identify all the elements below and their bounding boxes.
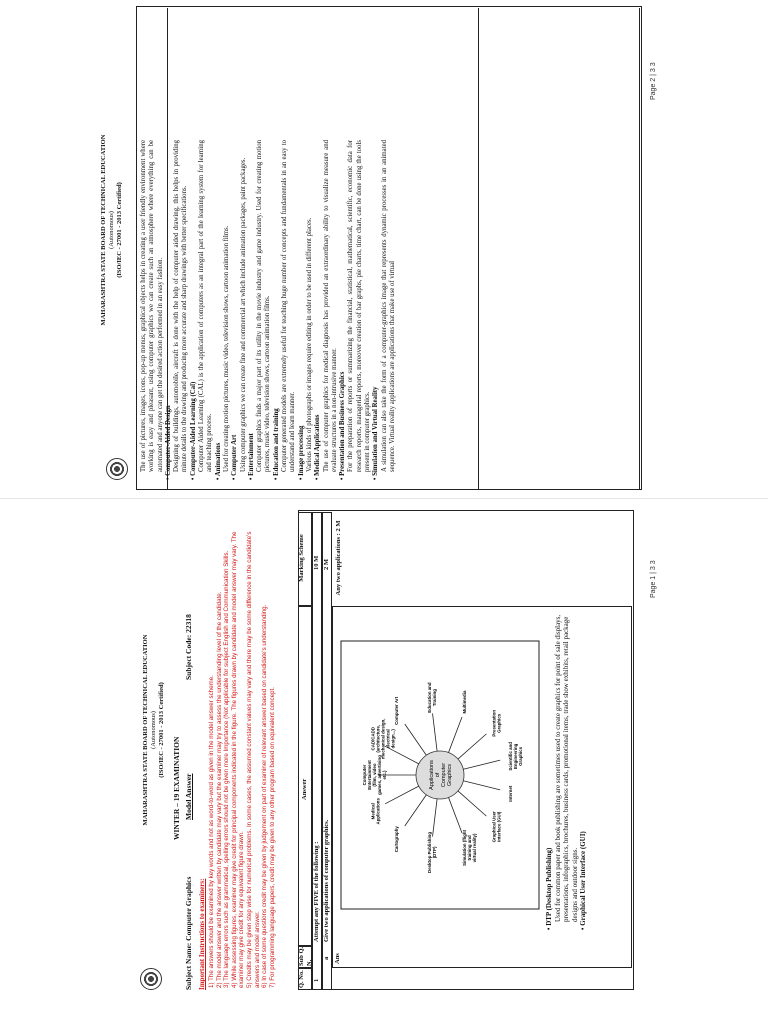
page-2-item — [248, 140, 273, 482]
page-1 — [140, 500, 640, 1000]
page-1-bullet — [579, 612, 588, 932]
page-1-number: Page 1 | 3 3 — [650, 560, 657, 598]
col-answer: Answer — [301, 778, 308, 800]
row1-text: Attempt any FIVE of the following : — [313, 841, 320, 942]
item-text: Designing of buildings, automobile, aircraft is done with the help of computer aided drawing, this helps in providing minute details to the drawing and producing more accurate and sharp drawings with better specifications. — [173, 140, 189, 472]
diagram-spoke-label: Simulation (flighttraining andvirtual reality) — [462, 830, 478, 866]
row2-text: Give two applications of computer graphics. — [323, 819, 330, 942]
page-1-bullet — [545, 612, 579, 932]
item-text: Computer Aided Learning (CAL) is the application of computers as an integral part of the learning system for learning and teaching process. — [198, 140, 214, 472]
page-2-number: Page 2 | 3 3 — [650, 62, 657, 100]
diagram-spoke-label: PresentationGraphics — [491, 709, 502, 737]
item-text: Computer graphics finds a major part of its utility in the movie industry and game industry. Used for creating motion pictures, music video, television shows, cartoon animation films. — [256, 140, 272, 472]
instruction-item: 3) The language errors such as grammatical, spelling errors should not be given more Importance (Not applicable for subject English and Communication Skills. — [223, 550, 231, 988]
row1-marks: 10 M — [313, 555, 320, 570]
diagram-center-label: ApplicationsofComputerGraphics — [429, 760, 453, 790]
page-2-item — [190, 140, 215, 482]
item-title: • Computer-Aided Learning (Cal) — [189, 381, 197, 480]
diagram-spoke-label: ComputerEntertainment(film, videogames, advertisingetc.) — [362, 755, 387, 795]
item-title: • Medical Applications — [314, 414, 322, 480]
exam-title: WINTER – 19 EXAMINATION — [172, 736, 181, 840]
page-2-item — [298, 140, 315, 482]
item-text: Used for creating motion pictures, music video, television shows, cartoon animation films. — [222, 225, 230, 472]
instruction-item: 5) Credits may be given step wise for numerical problems. In some cases, the assumed constant values may vary and there may be some difference in the candidate's answers and model answer. — [245, 531, 261, 988]
page-1-board-name: MAHARASHTRA STATE BOARD OF TECHNICAL EDUCATION — [142, 634, 149, 826]
model-answer: Model Answer — [184, 773, 193, 820]
page-2-item — [372, 140, 397, 482]
instruction-item: 7) For programming language papers, credit may be given to any other program based on equivalent concept. — [268, 687, 276, 988]
page-2-item — [165, 140, 190, 482]
col-qno: Q. No. — [298, 970, 305, 988]
page-2-answer-text — [140, 140, 397, 482]
page-2-item — [231, 140, 248, 482]
diagram-spoke-label: Desktop Publishing(DTP) — [427, 831, 438, 873]
page-2-board-name: MAHARASHTRA STATE BOARD OF TECHNICAL EDUCATION — [100, 134, 107, 326]
row2-sub: a — [323, 956, 330, 960]
instruction-item: 6) In case of some questions credit may be given by judgement on part of examiner of relevant answer based on candidate's understanding. — [261, 604, 269, 988]
item-text: The use of computer graphics for medical diagnosis has provided an extraordinary ability to visualize measure and evaluate structures in a non-intrusive manner. — [322, 140, 338, 472]
item-text: Various kinds of photographs or images require editing in order to be used in different places. — [305, 217, 313, 472]
bullet-title: • Graphical User Interface (GUI) — [579, 831, 588, 930]
col-marking: Marking Scheme — [298, 534, 305, 582]
instructions-list — [208, 518, 276, 988]
bullet-text: Used for common paper and book publishing are sometimes used to create graphics for point of sale displays, presentations, infographics, brochures, business cards, promotional items, trade show exhibits, retail package designs and outdoor signs. — [553, 614, 579, 922]
diagram-spoke-label: Computer Art — [393, 696, 399, 725]
col-subq: Sub Q. N. — [298, 946, 314, 966]
diagram-spoke-label: Cartography — [393, 826, 399, 853]
item-title: • Computer Art — [231, 434, 239, 480]
page-1-iso: (ISO/IEC - 27001 - 2013 Certified) — [158, 682, 165, 778]
item-title: • Animations — [214, 442, 222, 480]
diagram-spoke-label: CAD/CADD(architecture,mechanical design,electricaldesign...) — [370, 718, 396, 760]
instructions-heading: Important Instructions to examiners: — [198, 878, 206, 990]
item-text: For the preparation of reports or summarizing the financial, statistical, mathematical, scientific, economic data for research reports, managerial reports, moreover creation of bar graphs, pie charts, time chart, can be done using the tools present in computer graphics. — [347, 140, 372, 472]
diagram-spoke-label: Multimedia — [462, 690, 468, 714]
row2-marks: 2 M — [323, 558, 330, 570]
diagram-spoke-label: Education andTraining — [427, 682, 438, 713]
page-1-logo — [140, 968, 162, 990]
diagram-spoke-label: MedicalApplications — [370, 798, 381, 825]
page-2-iso: (ISO/IEC - 27001 - 2013 Certified) — [116, 182, 123, 278]
page-2 — [100, 5, 640, 490]
diagram-spoke-label: Graphical UserInterface (GUI) — [491, 811, 502, 843]
subject-name: Subject Name: Computer Graphics — [184, 876, 193, 990]
page-2-item — [215, 140, 232, 482]
page-2-intro: The use of pictures, images, icons, pop-up menus, graphical objects helps in creating a user friendly environment where working is easy and pleasant, using computer graphics we can create such an atmosphere where everything can be automated and anyone can get the desired action performed in an easy fashion. — [140, 140, 164, 472]
page-1-autonomous: (Autonomous) — [150, 711, 157, 749]
item-text: Computer generated models are extremely useful for teaching huge number of concepts and fundamentals in an easy to understand and learn manner. — [281, 140, 297, 472]
diagram-spoke-label: Internet — [507, 785, 513, 802]
page-2-autonomous: (Autonomous) — [108, 211, 115, 249]
page-2-logo — [106, 458, 128, 480]
item-title: • Computer-Aided Design — [164, 405, 172, 480]
item-title: • Entertainment — [247, 433, 255, 480]
item-title: • Presentation and Business Graphics — [339, 371, 347, 480]
page-2-item — [314, 140, 339, 482]
subject-code: Subject Code: 22318 — [184, 614, 193, 680]
instruction-item: 1) The answers should be examined by key words and not as word-to-word as given in the model answer scheme. — [208, 675, 215, 988]
instruction-item: 4) While assessing figures, examiner may give credit for principal components indicated in the figure. The figures drawn by candidate and model answer may vary. The examiner may give credit for any equivalent figure drawn. — [230, 531, 246, 988]
item-title: • Education and training — [272, 408, 280, 480]
page-2-item — [339, 140, 372, 482]
item-text: A simulation can also take the form of a computer-graphics image that represents dynamic processes in an animated sequence. Virtual reality applications are applications that make use of virtual — [380, 140, 396, 472]
ans-label: Ans — [334, 953, 341, 964]
item-title: • Image processing — [297, 425, 305, 480]
diagram-spoke-label: Scientific andEngineeringGraphics — [507, 742, 523, 771]
bullet-title: • DTP (Desktop Publishing) — [545, 847, 553, 930]
applications-diagram — [340, 640, 540, 910]
page-2-item — [273, 140, 298, 482]
item-title: • Simulation and Virtual Reality — [372, 386, 380, 480]
page-1-bullets — [545, 612, 588, 932]
ans-marks: Any two applications : 2 M — [335, 520, 342, 596]
instruction-item: 2) The model answer and the answer written by candidate may vary but the examiner may try to assess the understanding level of the candidate. — [215, 591, 223, 988]
item-text: Using computer graphics we can create fine and commercial art which include animation packages, paint packages. — [239, 157, 247, 472]
page-divider — [0, 498, 768, 499]
row1-qno: 1 — [313, 978, 320, 982]
